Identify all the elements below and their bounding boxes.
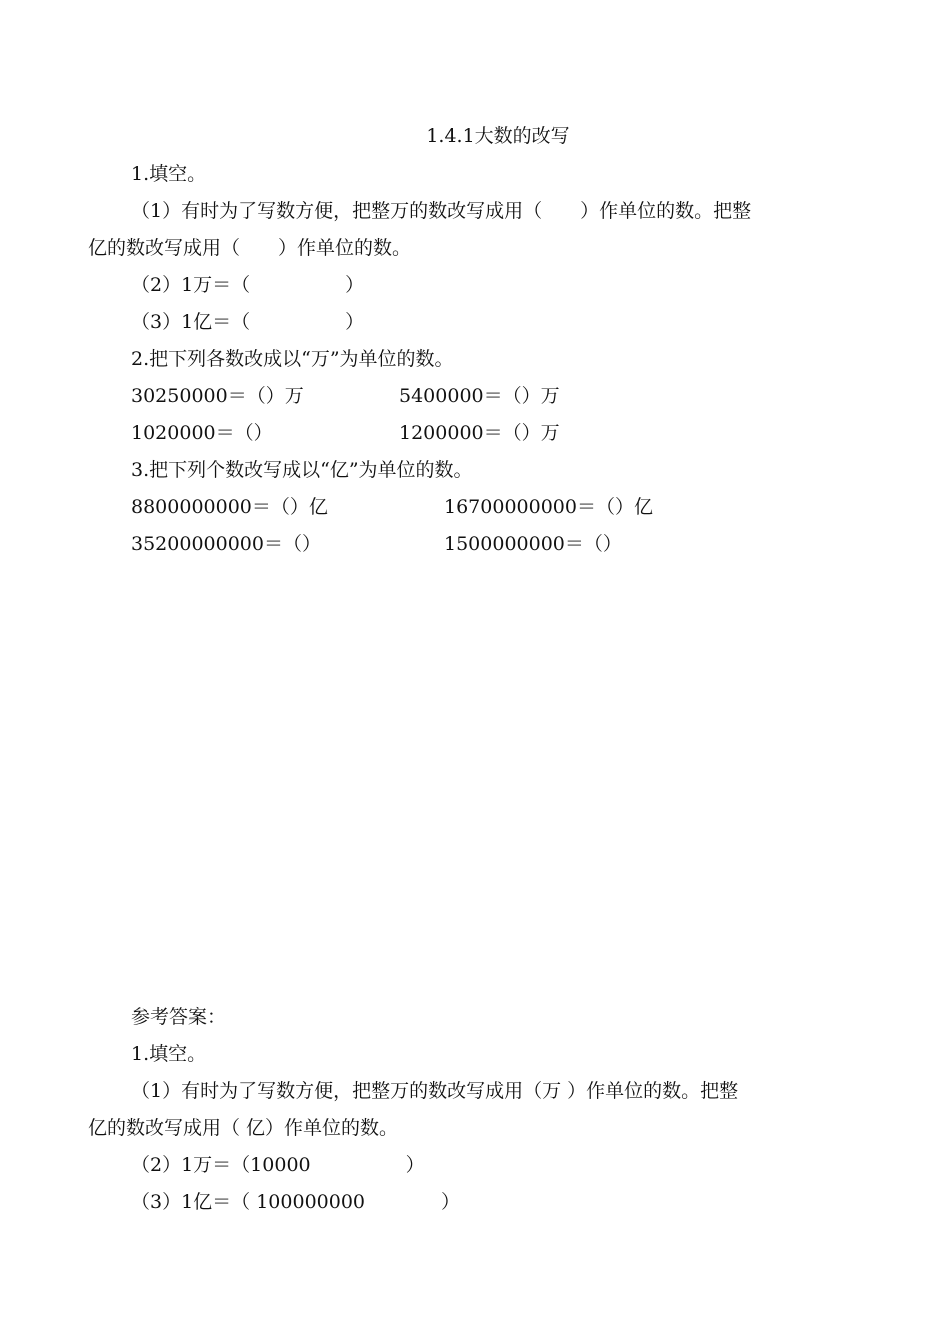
answers-item-2: （2）1万＝（10000 ） (131, 1154, 425, 1176)
question-2-item: 1200000＝（）万 (399, 422, 560, 444)
question-1-item-1-line-2: 亿的数改写成用（ ）作单位的数。 (88, 237, 412, 259)
answers-item-1-line-2: 亿的数改写成用（ 亿）作单位的数。 (88, 1117, 399, 1139)
question-2-heading: 2.把下列各数改成以“万”为单位的数。 (131, 348, 454, 370)
question-3-item: 8800000000＝（）亿 (131, 496, 328, 518)
question-2-item: 30250000＝（）万 (131, 385, 304, 407)
answers-item-3: （3）1亿＝（ 100000000 ） (131, 1191, 461, 1213)
question-2-item: 5400000＝（）万 (399, 385, 560, 407)
question-3-heading: 3.把下列个数改写成以“亿”为单位的数。 (131, 459, 473, 481)
answers-question-1-heading: 1.填空。 (131, 1043, 207, 1065)
question-2-item: 1020000＝（） (131, 422, 273, 444)
answers-heading: 参考答案： (131, 1006, 227, 1028)
question-1-item-3: （3）1亿＝（ ） (131, 311, 365, 333)
question-3-item: 16700000000＝（）亿 (444, 496, 653, 518)
page-title: 1.4.1大数的改写 (426, 125, 570, 147)
question-3-item: 1500000000＝（） (444, 533, 622, 555)
question-1-item-1-line-1: （1）有时为了写数方便，把整万的数改写成用（ ）作单位的数。把整 (131, 200, 752, 222)
question-1-heading: 1.填空。 (131, 163, 207, 185)
answers-item-1-line-1: （1）有时为了写数方便，把整万的数改写成用（万 ）作单位的数。把整 (131, 1080, 739, 1102)
question-1-item-2: （2）1万＝（ ） (131, 274, 365, 296)
question-3-item: 35200000000＝（） (131, 533, 321, 555)
